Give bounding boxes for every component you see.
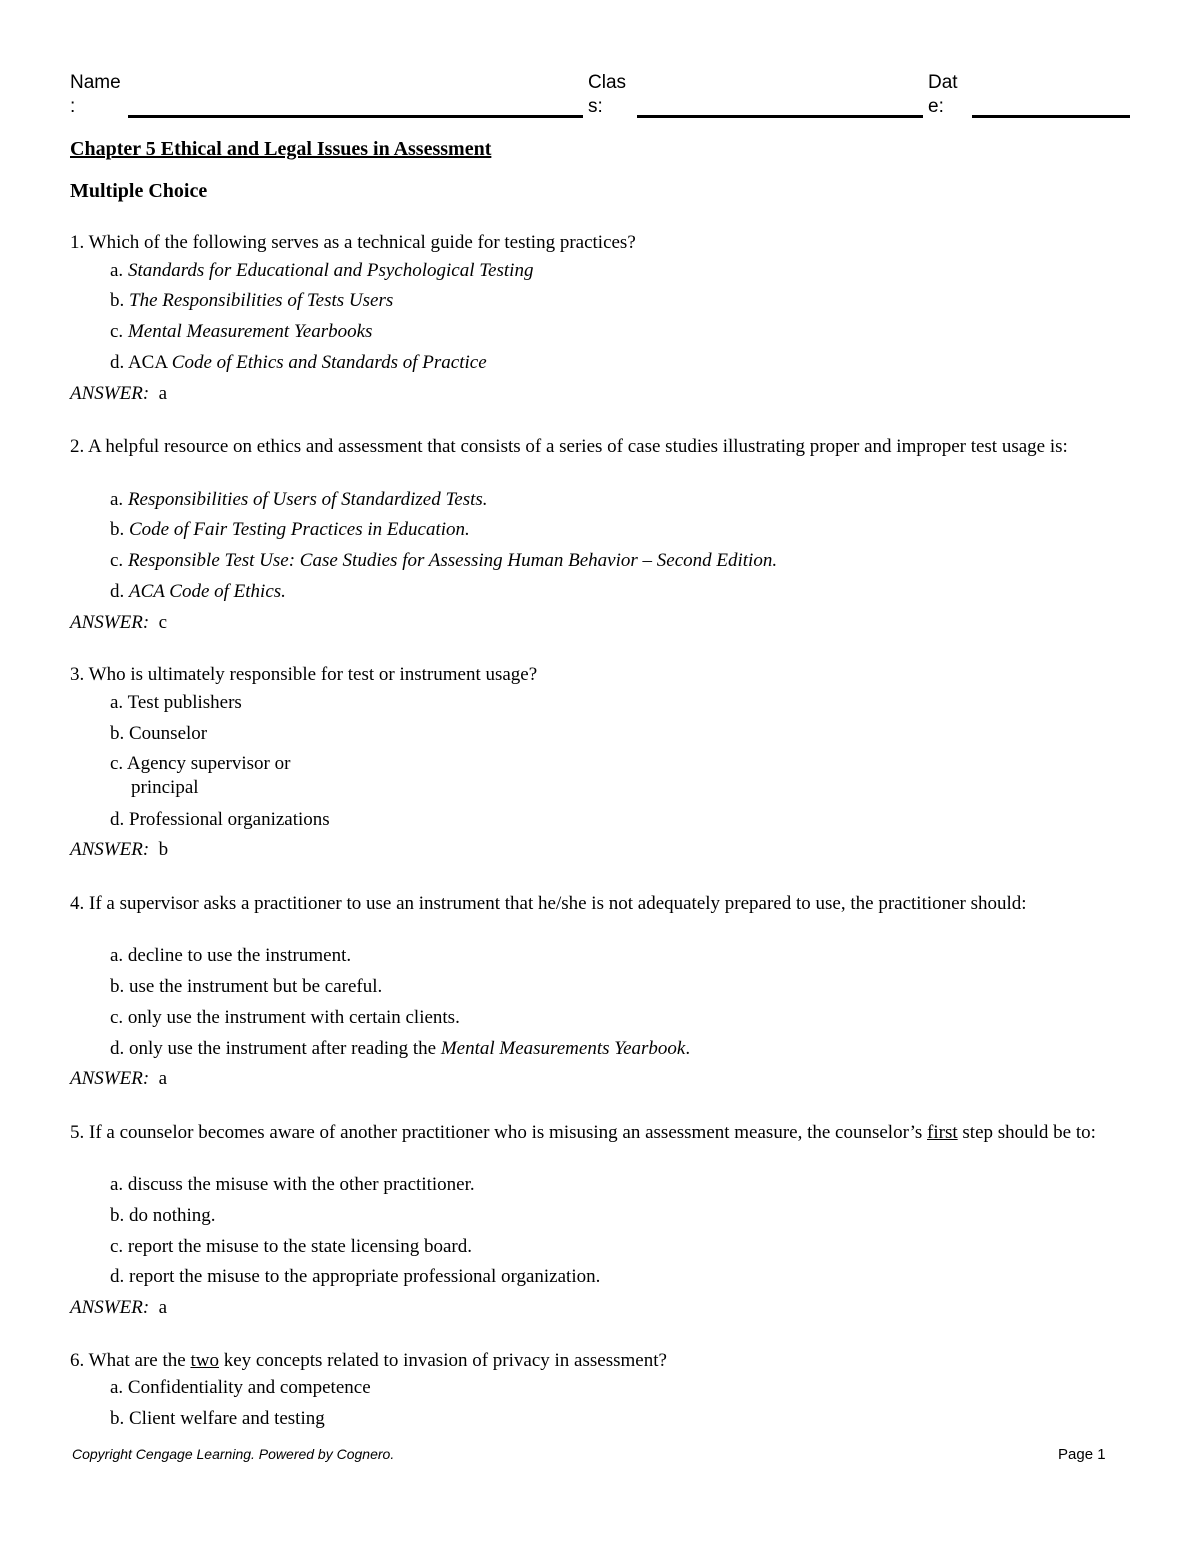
question-5-option-c: c. report the misuse to the state licensing board.	[110, 1236, 472, 1257]
question-3-option-d: d. Professional organizations	[110, 809, 330, 830]
question-6-stem: 6. What are the two key concepts related to invasion of privacy in assessment?	[70, 1350, 667, 1371]
question-2-option-d: d. ACA Code of Ethics.	[110, 581, 286, 602]
question-4-option-a: a. decline to use the instrument.	[110, 945, 352, 966]
chapter-title: Chapter 5 Ethical and Legal Issues in Assessment	[70, 138, 492, 160]
question-1-option-d: d. ACA Code of Ethics and Standards of Practice	[110, 352, 487, 373]
name-field-line[interactable]	[128, 115, 583, 118]
question-2-option-b: b. Code of Fair Testing Practices in Education.	[110, 519, 470, 540]
footer-copyright: Copyright Cengage Learning. Powered by Cognero.	[72, 1446, 395, 1462]
footer-page-number: Page 1	[1058, 1446, 1106, 1463]
question-5-answer: ANSWER: a	[70, 1297, 168, 1318]
name-label: Name	[70, 72, 121, 93]
question-4-option-d: d. only use the instrument after reading the Mental Measurements Yearbook.	[110, 1038, 691, 1059]
question-1-option-a: a. Standards for Educational and Psychological Testing	[110, 260, 534, 281]
question-5-stem: 5. If a counselor becomes aware of another practitioner who is misusing an assessment measure, the counselor’s first step should be to:	[70, 1122, 1096, 1143]
question-2-answer: ANSWER: c	[70, 612, 168, 633]
class-label-suffix: s:	[588, 96, 603, 117]
question-2-stem: 2. A helpful resource on ethics and assessment that consists of a series of case studies illustrating proper and improper test usage is:	[70, 436, 1068, 457]
question-3-answer: ANSWER: b	[70, 839, 169, 860]
question-5-option-b: b. do nothing.	[110, 1205, 216, 1226]
question-4-option-b: b. use the instrument but be careful.	[110, 976, 383, 997]
question-2-option-c: c. Responsible Test Use: Case Studies for Assessing Human Behavior – Second Edition.	[110, 550, 778, 571]
question-4-option-c: c. only use the instrument with certain clients.	[110, 1007, 460, 1028]
class-field-line[interactable]	[637, 115, 923, 118]
class-label: Clas	[588, 72, 627, 93]
question-3-option-a: a. Test publishers	[110, 692, 242, 713]
question-5-option-d: d. report the misuse to the appropriate professional organization.	[110, 1266, 601, 1287]
question-1-stem: 1. Which of the following serves as a technical guide for testing practices?	[70, 232, 636, 253]
question-4-stem: 4. If a supervisor asks a practitioner to use an instrument that he/she is not adequately prepared to use, the practitioner should:	[70, 893, 1027, 914]
question-1-answer: ANSWER: a	[70, 383, 168, 404]
date-label-suffix: e:	[928, 96, 944, 117]
date-field-line[interactable]	[972, 115, 1130, 118]
question-1-option-c: c. Mental Measurement Yearbooks	[110, 321, 373, 342]
question-6-option-b: b. Client welfare and testing	[110, 1408, 325, 1429]
question-3-option-b: b. Counselor	[110, 723, 208, 744]
question-2-option-a: a. Responsibilities of Users of Standardized Tests.	[110, 489, 488, 510]
question-1-option-b: b. The Responsibilities of Tests Users	[110, 290, 394, 311]
date-label: Dat	[928, 72, 958, 93]
question-6-option-a: a. Confidentiality and competence	[110, 1377, 371, 1398]
question-5-option-a: a. discuss the misuse with the other practitioner.	[110, 1174, 475, 1195]
question-3-stem: 3. Who is ultimately responsible for test or instrument usage?	[70, 664, 538, 685]
question-4-answer: ANSWER: a	[70, 1068, 168, 1089]
name-label-colon: :	[70, 96, 76, 117]
question-3-option-c: c. Agency supervisor or principal	[110, 753, 291, 798]
section-heading: Multiple Choice	[70, 180, 208, 202]
